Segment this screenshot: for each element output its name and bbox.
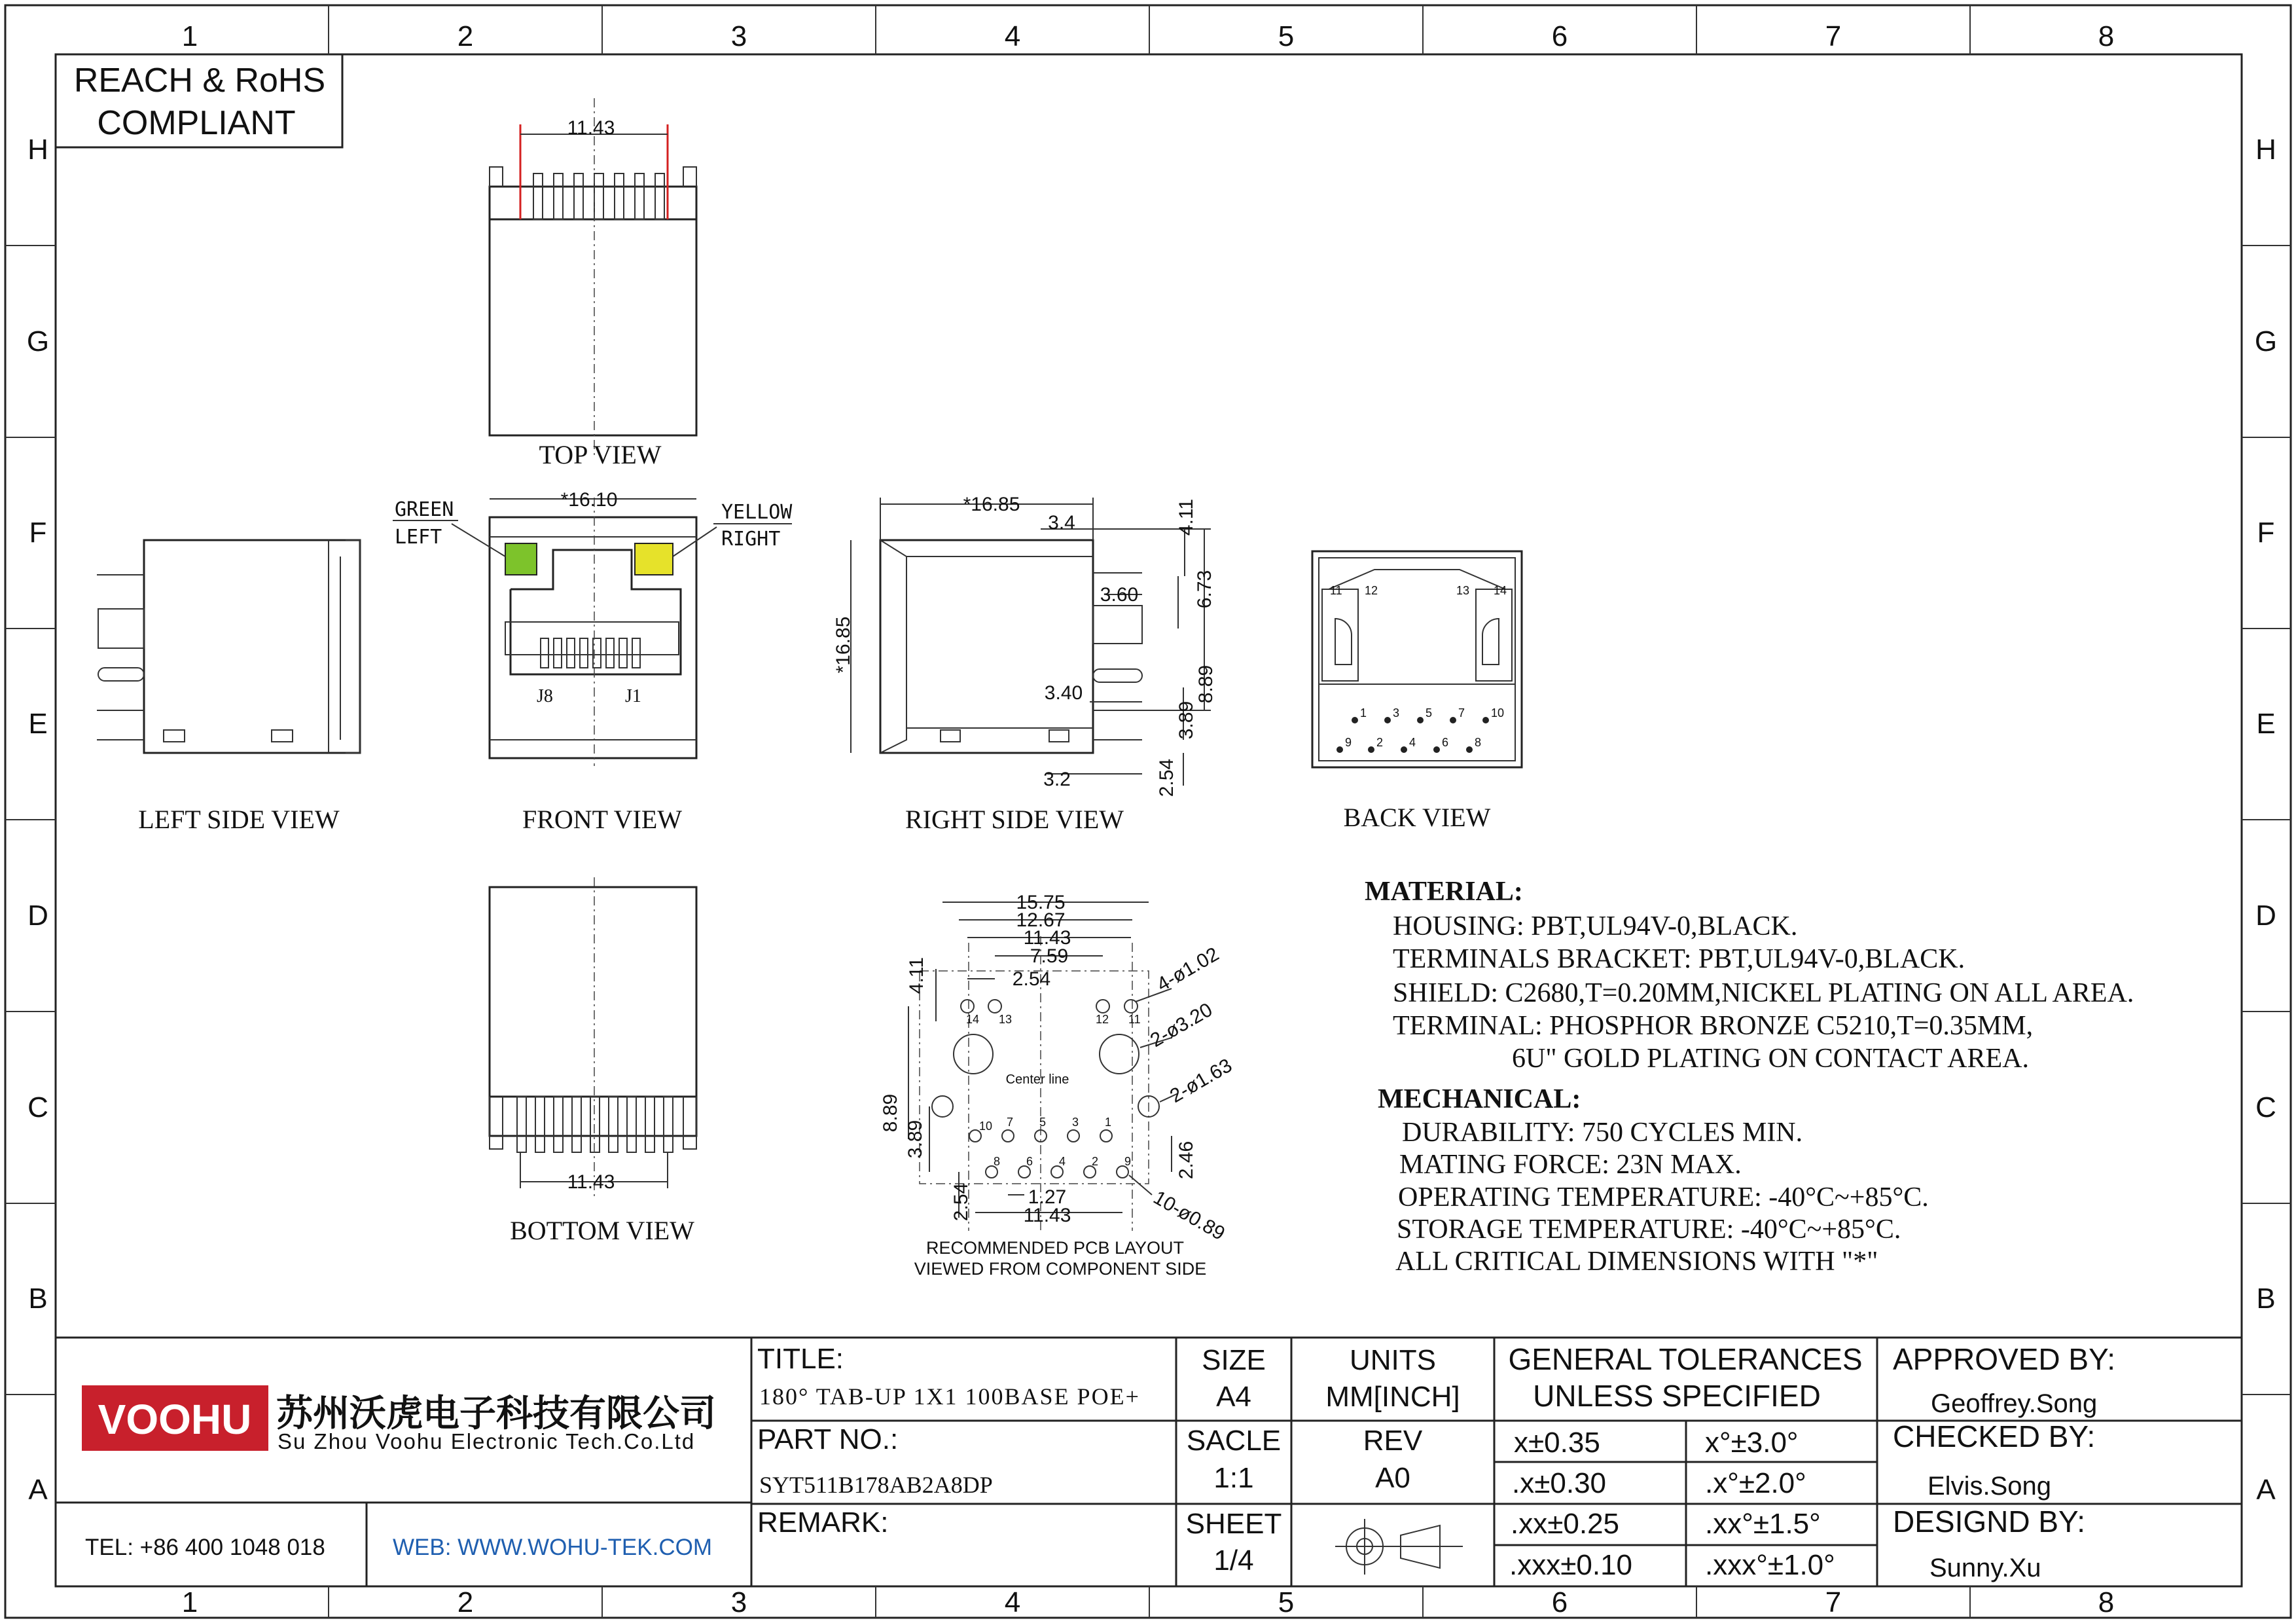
pcb-dim: 15.75 [1016,892,1066,913]
back-pin: 6 [1442,736,1449,749]
right-dim-2-54: 2.54 [1156,758,1177,797]
sheet-value: 1/4 [1213,1544,1254,1577]
row-label: H [2255,134,2276,166]
front-left-label: LEFT [395,526,442,549]
row-ticks [5,246,2291,1395]
col-label: 2 [457,1586,474,1618]
pcb-pin: 4 [1059,1155,1066,1168]
pcb-dim: 8.89 [880,1093,901,1133]
tolerances-heading-2: UNLESS SPECIFIED [1533,1379,1821,1413]
left-side-view [97,540,360,834]
pcb-dim: 12.67 [1016,909,1066,931]
col-label: 4 [1004,1586,1021,1618]
contact-web[interactable]: WEB: WWW.WOHU-TEK.COM [393,1535,712,1560]
pcb-hole-dim: 4-ø1.02 [1153,943,1223,996]
green-led [505,543,537,575]
front-view [393,489,793,834]
col-label: 8 [2098,1586,2115,1618]
material-line: HOUSING: PBT,UL94V-0,BLACK. [1393,911,1798,941]
pcb-pin: 8 [994,1155,1001,1168]
checked-label: CHECKED BY: [1893,1419,2096,1453]
col-label: 1 [181,1586,198,1618]
row-label: C [27,1091,48,1123]
top-view-dim: 11.43 [567,117,615,139]
part-value: SYT511B178AB2A8DP [759,1472,993,1498]
col-label: 3 [730,1586,747,1618]
remark-label: REMARK: [757,1506,889,1539]
col-label: 5 [1278,20,1295,52]
material-heading: MATERIAL: [1365,877,1523,907]
pcb-caption-1: RECOMMENDED PCB LAYOUT [925,1238,1185,1258]
pcb-center-line: Center line [1005,1072,1069,1087]
front-right-label: RIGHT [721,528,781,551]
right-side-view [833,494,1217,834]
back-pin: 8 [1475,736,1482,749]
right-dim-6-73: 6.73 [1194,570,1215,609]
pcb-hole-dim: 2-ø3.20 [1147,998,1217,1052]
right-dim-3-2: 3.2 [1043,769,1071,790]
designed-label: DESIGND BY: [1893,1504,2085,1539]
tolerances-heading-1: GENERAL TOLERANCES [1508,1342,1863,1376]
tolerance-angular: .xx°±1.5° [1705,1508,1821,1540]
back-pin: 14 [1494,584,1507,597]
material-line: TERMINALS BRACKET: PBT,UL94V-0,BLACK. [1393,944,1965,974]
pcb-pin: 14 [966,1013,980,1026]
row-label: B [28,1283,48,1315]
size-value: A4 [1216,1381,1251,1413]
top-view [490,98,696,469]
pcb-dim: 11.43 [1023,927,1071,949]
rev-label: REV [1363,1425,1423,1457]
pcb-pin: 12 [1096,1013,1109,1026]
pcb-pin: 11 [1128,1013,1141,1026]
pcb-pin: 1 [1105,1116,1112,1129]
pcb-pin: 10 [979,1120,993,1133]
sheet-label: SHEET [1185,1508,1282,1540]
pcb-dim: 7.59 [1030,945,1069,967]
material-notes [1365,877,2134,1074]
back-pin: 2 [1376,736,1384,749]
material-line: SHIELD: C2680,T=0.20MM,NICKEL PLATING ON ALL AREA. [1393,978,2134,1008]
title-label: TITLE: [757,1343,844,1375]
mechanical-line: DURABILITY: 750 CYCLES MIN. [1402,1118,1803,1148]
back-pin: 11 [1330,584,1342,597]
contact-tel: TEL: +86 400 1048 018 [85,1535,325,1560]
back-view [1312,551,1522,832]
pcb-dim: 4.11 [906,957,927,994]
tolerance-angular: x°±3.0° [1705,1427,1799,1459]
mechanical-line: STORAGE TEMPERATURE: -40°C~+85°C. [1397,1214,1901,1245]
mechanical-heading: MECHANICAL: [1378,1084,1581,1114]
company-en: Su Zhou Voohu Electronic Tech.Co.Ltd [278,1429,696,1453]
title-block [56,1338,2242,1586]
tolerance-linear: x±0.35 [1514,1427,1600,1459]
pcb-pin: 7 [1007,1116,1014,1129]
back-pin: 10 [1491,706,1505,720]
right-dim-3-89: 3.89 [1175,701,1197,740]
right-side-view-label: RIGHT SIDE VIEW [905,805,1124,834]
pcb-pin: 3 [1072,1116,1079,1129]
left-side-view-label: LEFT SIDE VIEW [138,805,340,834]
front-j1: J1 [625,686,641,706]
row-label: H [27,134,48,166]
pcb-dim: 3.89 [905,1120,926,1159]
size-label: SIZE [1202,1344,1266,1376]
front-j8: J8 [537,686,553,706]
row-label: G [2254,325,2278,357]
rev-value: A0 [1375,1462,1410,1494]
checked-value: Elvis.Song [1928,1472,2051,1501]
pcb-caption-2: VIEWED FROM COMPONENT SIDE [914,1259,1207,1279]
pcb-dim: 1.27 [1028,1186,1067,1208]
yellow-led [635,543,673,575]
mechanical-line: OPERATING TEMPERATURE: -40°C~+85°C. [1398,1182,1929,1213]
right-dim-3-40: 3.40 [1044,682,1083,704]
pcb-pin: 5 [1039,1116,1047,1129]
pcb-hole-dim: 10-ø0.89 [1149,1186,1229,1245]
row-label: C [2255,1091,2276,1123]
scale-label: SACLE [1186,1425,1282,1457]
part-label: PART NO.: [757,1423,899,1455]
back-view-label: BACK VIEW [1343,803,1491,832]
compliance-line2: COMPLIANT [97,104,296,142]
back-pin: 7 [1458,706,1465,720]
bottom-view [490,877,696,1245]
back-pin: 4 [1409,736,1416,749]
back-pin: 3 [1393,706,1400,720]
col-label: 8 [2098,20,2115,52]
company-cn: 苏州沃虎电子科技有限公司 [276,1393,716,1434]
pcb-dim: 2.46 [1175,1140,1197,1180]
col-label: 6 [1551,20,1568,52]
mechanical-line: MATING FORCE: 23N MAX. [1399,1150,1742,1180]
col-label: 7 [1825,20,1842,52]
bottom-view-dim: 11.43 [567,1171,615,1193]
approved-value: Geoffrey.Song [1931,1389,2098,1418]
compliance-line1: REACH & RoHS [73,62,326,100]
col-label: 4 [1004,20,1021,52]
tolerance-linear: .x±0.30 [1512,1467,1607,1499]
col-label: 2 [457,20,474,52]
approved-label: APPROVED BY: [1893,1342,2116,1376]
right-dim-4-11: 4.11 [1175,498,1197,536]
row-label: G [26,325,50,357]
row-label: A [28,1474,48,1506]
right-dim-width: *16.85 [963,494,1020,515]
tolerance-angular: .xxx°±1.0° [1705,1549,1835,1581]
col-label: 5 [1278,1586,1295,1618]
tolerance-linear: .xx±0.25 [1511,1508,1620,1540]
row-label: F [2257,517,2275,549]
front-yellow-label: YELLOW [721,501,793,524]
back-pin: 1 [1360,706,1367,720]
row-label: A [2256,1474,2276,1506]
compliance-box [56,54,342,147]
pcb-layout [880,892,1236,1279]
bottom-view-label: BOTTOM VIEW [510,1216,694,1245]
front-view-dim: *16.10 [560,489,618,511]
right-dim-3-60: 3.60 [1100,584,1139,606]
pcb-hole-dim: 2-ø1.63 [1166,1054,1236,1108]
pcb-dim: 2.54 [950,1182,972,1222]
projection-symbol-icon [1335,1519,1463,1575]
right-dim-8-89: 8.89 [1195,665,1217,704]
material-line: TERMINAL: PHOSPHOR BRONZE C5210,T=0.35MM, [1393,1011,2034,1041]
designed-value: Sunny.Xu [1929,1554,2041,1582]
pcb-dim: 11.43 [1023,1205,1071,1226]
units-label: UNITS [1350,1344,1436,1376]
back-pin: 12 [1365,584,1378,597]
back-pin: 5 [1426,706,1433,720]
mechanical-notes [1378,1084,1929,1277]
pcb-pin: 13 [999,1013,1013,1026]
right-dim-height: *16.85 [833,616,854,674]
row-label: E [2256,708,2276,740]
col-label: 1 [181,20,198,52]
col-label: 7 [1825,1586,1842,1618]
tolerance-linear: .xxx±0.10 [1509,1549,1633,1581]
back-pin: 13 [1456,584,1470,597]
logo-text: VOOHU [98,1396,252,1443]
units-value: MM[INCH] [1325,1381,1460,1413]
pcb-dim: 2.54 [1012,968,1051,990]
pcb-pin: 2 [1092,1155,1099,1168]
front-view-label: FRONT VIEW [522,805,683,834]
front-green-label: GREEN [395,498,454,521]
row-label: B [2256,1283,2276,1315]
tolerance-angular: .x°±2.0° [1705,1467,1806,1499]
row-label: D [27,900,48,932]
title-value: 180° TAB-UP 1X1 100BASE POE+ [759,1383,1140,1410]
pcb-pin: 6 [1026,1155,1033,1168]
top-view-label: TOP VIEW [539,440,662,469]
row-label: E [28,708,48,740]
back-pin: 9 [1345,736,1352,749]
col-label: 6 [1551,1586,1568,1618]
row-label: F [29,517,47,549]
row-label: D [2255,900,2276,932]
right-dim-3-4: 3.4 [1048,512,1075,534]
col-label: 3 [730,20,747,52]
material-line: 6U" GOLD PLATING ON CONTACT AREA. [1512,1044,2030,1074]
scale-value: 1:1 [1213,1462,1254,1494]
mechanical-line: ALL CRITICAL DIMENSIONS WITH "*" [1395,1247,1878,1277]
pcb-pin: 9 [1124,1155,1132,1168]
